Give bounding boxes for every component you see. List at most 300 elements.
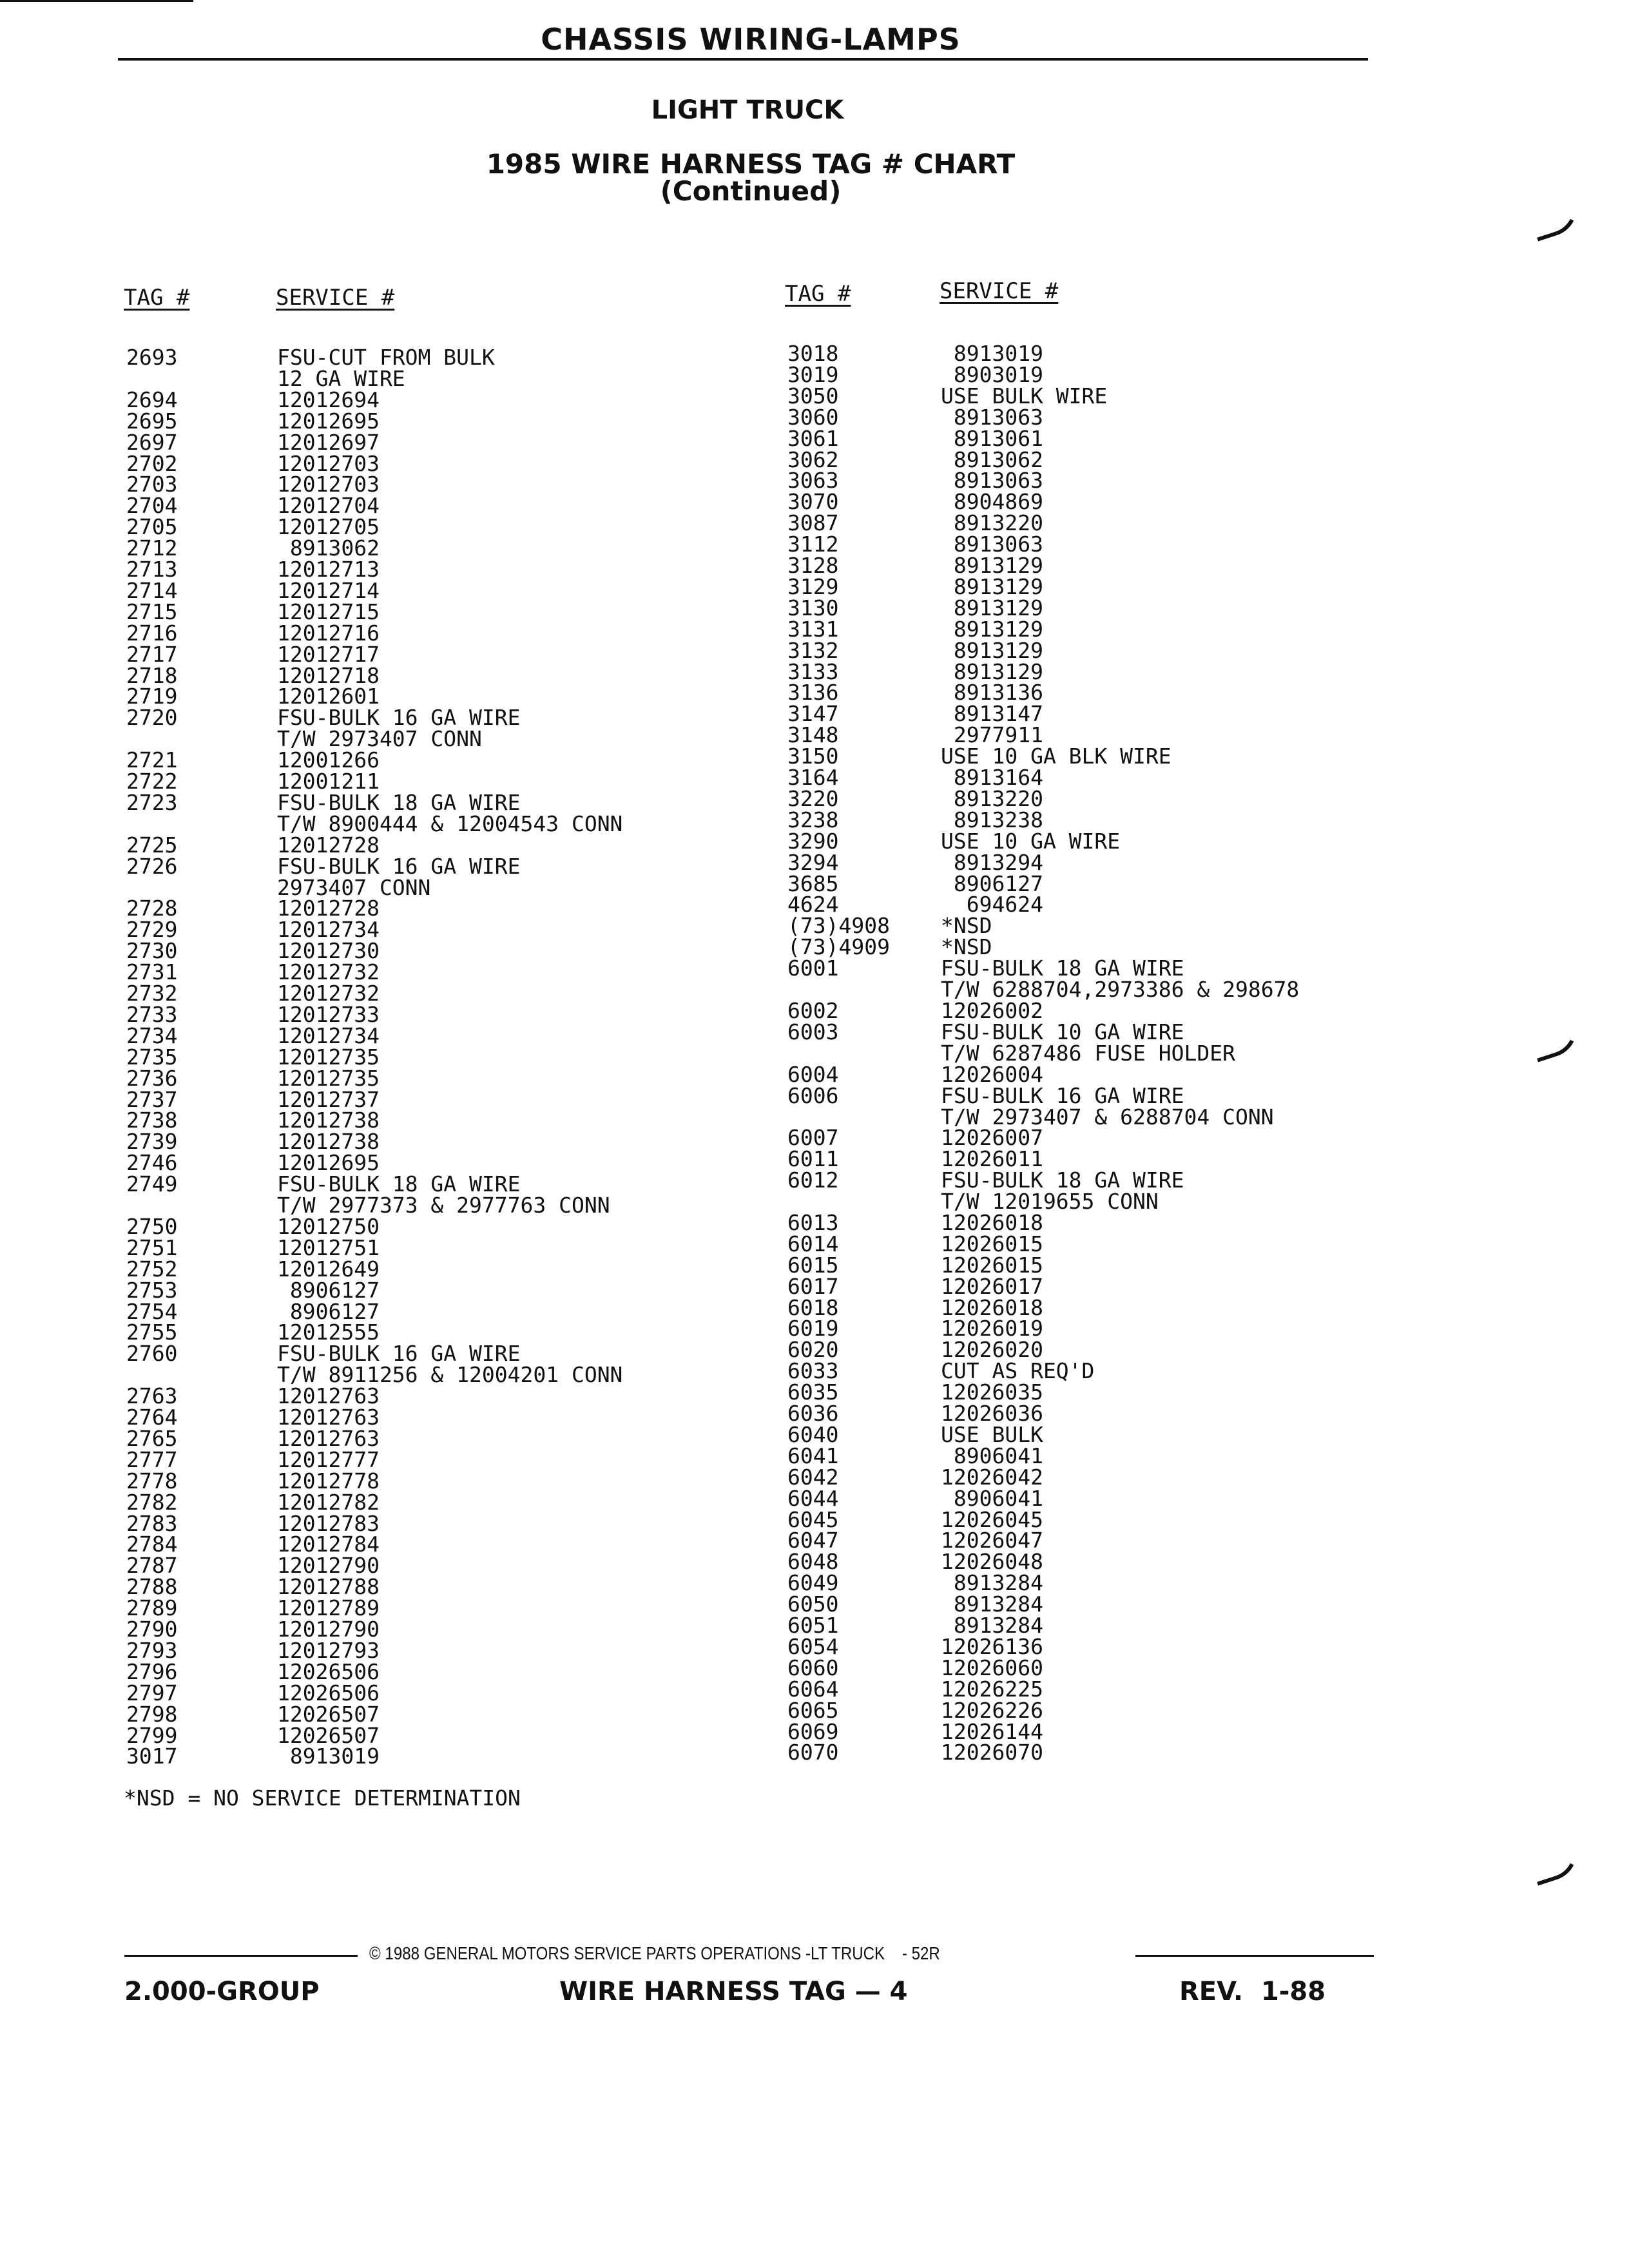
service-number <box>277 1533 380 1555</box>
service-line: 12012784 <box>277 1532 380 1557</box>
service-number <box>277 1025 380 1046</box>
service-line: FSU-BULK 16 GA WIRE <box>277 853 521 879</box>
tag-number: 3132 <box>787 637 839 663</box>
service-line: 12012793 <box>277 1637 380 1663</box>
service-line: 8913129 <box>941 573 1043 599</box>
tag-number: 2702 <box>126 450 178 476</box>
service-number <box>277 389 380 410</box>
tag-number: 6012 <box>787 1168 839 1193</box>
service-line: 12026015 <box>941 1231 1043 1256</box>
service-line: 12012714 <box>277 577 380 603</box>
tag-number: 2796 <box>126 1658 178 1684</box>
service-line: 12012695 <box>277 1150 380 1176</box>
service-line: 12012790 <box>277 1553 380 1579</box>
service-line: 8913147 <box>941 701 1043 727</box>
service-line: 12012788 <box>277 1574 380 1600</box>
tag-number: 6015 <box>787 1252 839 1278</box>
service-line: 12012697 <box>277 429 380 455</box>
service-number <box>941 934 992 960</box>
tag-number: 6033 <box>787 1358 839 1384</box>
tag-number: 2737 <box>126 1086 178 1112</box>
tag-number: 2738 <box>126 1108 178 1133</box>
tag-number: 3061 <box>787 425 839 451</box>
service-line: FSU-BULK 18 GA WIRE <box>941 1168 1184 1193</box>
service-number <box>277 1658 380 1684</box>
service-line: 8913019 <box>277 1744 380 1769</box>
tag-number: 2777 <box>126 1446 178 1472</box>
service-line: 12012789 <box>277 1595 380 1621</box>
tag-number: 2694 <box>126 387 178 412</box>
service-line: 12012728 <box>277 832 380 858</box>
service-number <box>941 1233 1043 1254</box>
tag-number: 3238 <box>787 807 839 832</box>
tag-number: 2783 <box>126 1510 178 1536</box>
service-number <box>277 917 380 943</box>
tag-number: 2784 <box>126 1532 178 1557</box>
service-number <box>941 468 1043 494</box>
service-number <box>941 1168 1184 1215</box>
tag-number: 6018 <box>787 1294 839 1320</box>
tag-number: 2755 <box>126 1320 178 1345</box>
title-rule <box>118 58 1368 61</box>
service-line: 8906041 <box>941 1485 1043 1511</box>
tag-number: 2728 <box>126 896 178 921</box>
service-number <box>277 1086 380 1112</box>
tag-number: 2760 <box>126 1341 178 1367</box>
service-number <box>941 637 1043 663</box>
service-number <box>277 1065 380 1091</box>
service-line: 8913063 <box>941 404 1043 430</box>
service-line: FSU-CUT FROM BULK <box>277 345 495 370</box>
tag-number: 2712 <box>126 535 178 561</box>
tag-number: 2695 <box>126 408 178 434</box>
service-line: 12012730 <box>277 938 380 964</box>
tag-number: 2799 <box>126 1722 178 1748</box>
service-line: 8913220 <box>941 510 1043 536</box>
service-line: 12012738 <box>277 1129 380 1155</box>
tag-number: 2729 <box>126 917 178 943</box>
tag-number: 2693 <box>126 345 178 370</box>
service-line: 12012703 <box>277 450 380 476</box>
service-line: 12012738 <box>277 1108 380 1133</box>
service-number <box>277 1722 380 1748</box>
service-number <box>941 828 1121 854</box>
service-line: 8904869 <box>941 489 1043 515</box>
tag-number: 3220 <box>787 785 839 811</box>
left-service-header: SERVICE # <box>276 285 395 311</box>
tag-number: 2764 <box>126 1405 178 1430</box>
service-number <box>277 1129 380 1155</box>
chart-title: 1985 WIRE HARNESS TAG # CHART <box>486 148 1016 180</box>
service-number <box>277 1470 380 1492</box>
service-line: USE BULK <box>941 1421 1043 1447</box>
service-number <box>941 997 1043 1023</box>
tag-number: 2763 <box>126 1383 178 1409</box>
tag-number: 6047 <box>787 1528 839 1553</box>
tag-number: 2739 <box>126 1129 178 1155</box>
tag-number: 3050 <box>787 383 839 408</box>
service-line: 12026042 <box>941 1464 1043 1490</box>
tag-number: 6054 <box>787 1633 839 1659</box>
service-line: 8913284 <box>941 1591 1043 1617</box>
service-line: 12012751 <box>277 1235 380 1260</box>
service-number <box>941 1061 1043 1087</box>
tag-number: 2704 <box>126 493 178 519</box>
service-line: 12026048 <box>941 1549 1043 1575</box>
service-number <box>277 1341 623 1388</box>
tag-number: 2798 <box>126 1701 178 1727</box>
tag-number: 2726 <box>126 853 178 879</box>
tag-number: 2715 <box>126 599 178 624</box>
tag-number: 2721 <box>126 747 178 773</box>
service-number <box>277 961 380 983</box>
service-line: 8913061 <box>941 425 1043 451</box>
tag-number: 3129 <box>787 573 839 599</box>
service-line: 12012778 <box>277 1468 380 1494</box>
right-service-header: SERVICE # <box>940 278 1059 304</box>
tag-number: 6036 <box>787 1401 839 1426</box>
service-line: 12026226 <box>941 1697 1043 1723</box>
service-number <box>277 1237 380 1258</box>
tag-number: 3685 <box>787 870 839 896</box>
footer-section: WIRE HARNESS TAG — 4 <box>559 1977 908 2006</box>
service-number <box>941 892 1043 918</box>
service-line: 8913294 <box>941 849 1043 875</box>
service-line-continued: T/W 12019655 CONN <box>941 1189 1159 1215</box>
service-line: 12012704 <box>277 493 380 519</box>
tag-number: 2705 <box>126 514 178 540</box>
service-number <box>941 722 1043 748</box>
service-number <box>941 425 1043 451</box>
service-number <box>277 410 380 432</box>
service-line-continued: T/W 2977373 & 2977763 CONN <box>277 1193 610 1218</box>
service-number <box>277 1510 380 1536</box>
service-line: FSU-BULK 16 GA WIRE <box>941 1082 1184 1108</box>
service-number <box>941 489 1043 515</box>
tag-number: 3128 <box>787 553 839 578</box>
service-number <box>941 1549 1043 1575</box>
tag-number: 2697 <box>126 429 178 455</box>
service-number <box>277 559 380 580</box>
service-number <box>277 1213 380 1239</box>
footer-rule-left <box>124 1955 358 1957</box>
tag-number: 6060 <box>787 1655 839 1680</box>
tag-number: 6065 <box>787 1697 839 1723</box>
footnote: *NSD = NO SERVICE DETERMINATION <box>124 1785 521 1811</box>
service-number <box>277 1277 380 1303</box>
tag-number: 6051 <box>787 1613 839 1638</box>
service-number <box>277 1597 380 1619</box>
service-line: 12012601 <box>277 684 380 709</box>
service-line: FSU-BULK 18 GA WIRE <box>277 789 521 815</box>
service-line: 12012713 <box>277 557 380 582</box>
footer-group: 2.000-GROUP <box>124 1977 320 2006</box>
tag-number: 2753 <box>126 1277 178 1303</box>
service-number <box>941 1421 1043 1447</box>
tag-number: 2703 <box>126 472 178 497</box>
service-number <box>941 1021 1235 1064</box>
tag-number: 2750 <box>126 1213 178 1239</box>
tag-number: 3017 <box>126 1744 178 1769</box>
chart-subtitle: (Continued) <box>660 175 842 207</box>
tag-number: 3070 <box>787 489 839 515</box>
tag-number: 3290 <box>787 828 839 854</box>
service-line: 12026011 <box>941 1146 1043 1172</box>
tag-number: 2787 <box>126 1553 178 1579</box>
service-line: 12012783 <box>277 1510 380 1536</box>
service-number <box>941 1570 1043 1596</box>
service-line: 2977911 <box>941 722 1043 748</box>
tag-number: 2778 <box>126 1468 178 1494</box>
tag-number: 2716 <box>126 620 178 646</box>
service-number <box>277 641 380 667</box>
binder-mark-bottom <box>1529 1842 1585 1885</box>
service-number <box>941 1209 1043 1235</box>
tag-number: 2749 <box>126 1171 178 1197</box>
service-number <box>941 510 1043 536</box>
tag-number: (73)4908 <box>787 913 890 939</box>
service-number <box>277 1682 380 1704</box>
service-line: 12012728 <box>277 896 380 921</box>
service-line: 12026002 <box>941 997 1043 1023</box>
service-number <box>941 385 1107 407</box>
service-number <box>277 429 380 455</box>
tag-number: 6011 <box>787 1146 839 1172</box>
service-line-continued: 2973407 CONN <box>277 874 431 900</box>
tag-number: 2717 <box>126 641 178 667</box>
service-number <box>941 1337 1043 1363</box>
service-line: 8913062 <box>277 535 380 561</box>
service-line: 8906127 <box>277 1277 380 1303</box>
tag-number: 2733 <box>126 1001 178 1027</box>
service-number <box>941 1381 1043 1403</box>
service-number <box>941 767 1043 788</box>
service-number <box>277 1321 380 1343</box>
service-line: 12012790 <box>277 1617 380 1642</box>
tag-number: 6041 <box>787 1443 839 1468</box>
service-number <box>277 1701 380 1727</box>
service-number <box>941 1633 1043 1659</box>
service-number <box>941 1593 1043 1615</box>
service-number <box>277 1637 380 1663</box>
service-line: 12026506 <box>277 1680 380 1706</box>
service-line: 8913136 <box>941 680 1043 706</box>
tag-number: 6069 <box>787 1718 839 1744</box>
service-line: 8913019 <box>941 341 1043 366</box>
service-line: 12012737 <box>277 1086 380 1112</box>
top-left-rule <box>0 0 193 2</box>
service-line: 12012716 <box>277 620 380 646</box>
service-number <box>941 870 1043 896</box>
service-line: 12012734 <box>277 1023 380 1048</box>
service-line: USE 10 GA WIRE <box>941 828 1121 854</box>
service-line: 12012694 <box>277 387 380 412</box>
service-line: 12026036 <box>941 1401 1043 1426</box>
left-tag-header: TAG # <box>124 285 190 311</box>
service-line: 8906127 <box>941 870 1043 896</box>
tag-number: 6042 <box>787 1464 839 1490</box>
service-number <box>941 1718 1043 1744</box>
service-line: 8913062 <box>941 447 1043 472</box>
service-number <box>277 1150 380 1176</box>
tag-number: 6035 <box>787 1379 839 1405</box>
tag-number: 6017 <box>787 1273 839 1299</box>
tag-number: 2732 <box>126 981 178 1006</box>
service-number <box>941 1657 1043 1678</box>
service-line: 12012555 <box>277 1320 380 1345</box>
tag-number: 6045 <box>787 1506 839 1532</box>
service-line: 8913284 <box>941 1613 1043 1638</box>
service-line: 12012733 <box>277 1001 380 1027</box>
service-line: 8913220 <box>941 785 1043 811</box>
service-line: 8913129 <box>941 658 1043 684</box>
service-line: USE 10 GA BLK WIRE <box>941 744 1171 769</box>
service-number <box>941 1254 1043 1276</box>
service-number <box>941 658 1043 684</box>
service-line: 8913063 <box>941 468 1043 494</box>
tag-number: 2713 <box>126 557 178 582</box>
footer-copyright: © 1988 GENERAL MOTORS SERVICE PARTS OPERATIONS -LT TRUCK - 52R <box>369 1943 940 1963</box>
service-line: 12026507 <box>277 1722 380 1748</box>
tag-number: 6013 <box>787 1209 839 1235</box>
service-number <box>277 1446 380 1472</box>
tag-number: 3018 <box>787 341 839 366</box>
service-line: 12026506 <box>277 1658 380 1684</box>
tag-number: 3147 <box>787 701 839 727</box>
tag-number: 2719 <box>126 684 178 709</box>
service-line: 12026018 <box>941 1294 1043 1320</box>
footer-rule-right <box>1135 1955 1374 1957</box>
tag-number: 6007 <box>787 1125 839 1151</box>
service-number <box>941 1678 1043 1700</box>
tag-number: 2765 <box>126 1425 178 1451</box>
service-line-continued: T/W 8911256 & 12004201 CONN <box>277 1362 623 1388</box>
tag-number: 3131 <box>787 616 839 642</box>
tag-number: 3133 <box>787 658 839 684</box>
tag-number: 3130 <box>787 595 839 620</box>
service-line: 12026225 <box>941 1676 1043 1702</box>
service-line: 12026136 <box>941 1633 1043 1659</box>
service-number <box>941 701 1043 727</box>
tag-number: 6048 <box>787 1549 839 1575</box>
tag-number: 3112 <box>787 532 839 557</box>
service-line: 12012705 <box>277 514 380 540</box>
tag-number: 2720 <box>126 705 178 731</box>
tag-number: 2735 <box>126 1044 178 1070</box>
service-line: 12026144 <box>941 1718 1043 1744</box>
service-line: 12026507 <box>277 1701 380 1727</box>
service-line: *NSD <box>941 913 992 939</box>
service-number <box>277 1173 610 1216</box>
service-number <box>941 1294 1043 1320</box>
service-line: 12012703 <box>277 472 380 497</box>
service-line-continued: T/W 6288704,2973386 & 298678 <box>941 977 1300 1003</box>
service-number <box>941 745 1171 767</box>
tag-number: 2714 <box>126 577 178 603</box>
tag-number: 2751 <box>126 1235 178 1260</box>
service-number <box>277 450 380 476</box>
service-line: 8913164 <box>941 765 1043 790</box>
service-number <box>277 577 380 603</box>
service-line: 12012695 <box>277 408 380 434</box>
service-number <box>941 1615 1043 1636</box>
service-number <box>941 1742 1043 1763</box>
tag-number: 2736 <box>126 1065 178 1091</box>
service-line: FSU-BULK 16 GA WIRE <box>277 1341 521 1367</box>
tag-number: 2782 <box>126 1489 178 1515</box>
service-number <box>941 1506 1043 1532</box>
service-line: 12026035 <box>941 1379 1043 1405</box>
service-line: 12012717 <box>277 641 380 667</box>
service-number <box>277 1046 380 1068</box>
tag-number: 6014 <box>787 1231 839 1256</box>
binder-mark-top <box>1529 198 1585 241</box>
tag-number: 6040 <box>787 1421 839 1447</box>
service-number <box>941 449 1043 470</box>
service-line-continued: T/W 8900444 & 12004543 CONN <box>277 811 623 836</box>
service-line: 12012777 <box>277 1446 380 1472</box>
service-line: 12026070 <box>941 1740 1043 1765</box>
service-line: 12026018 <box>941 1209 1043 1235</box>
service-number <box>941 616 1043 642</box>
service-line-continued: T/W 2973407 CONN <box>277 726 482 752</box>
tag-number: 6002 <box>787 997 839 1023</box>
tag-number: 3136 <box>787 680 839 706</box>
tag-number: 4624 <box>787 892 839 918</box>
service-number <box>277 1001 380 1027</box>
service-number <box>277 938 380 964</box>
tag-number: 2752 <box>126 1256 178 1282</box>
tag-number: 6003 <box>787 1019 839 1044</box>
service-line: 12026020 <box>941 1337 1043 1363</box>
page-title: CHASSIS WIRING-LAMPS <box>541 22 961 57</box>
service-number <box>941 1082 1274 1129</box>
service-number <box>277 1385 380 1407</box>
binder-mark-middle <box>1529 1019 1585 1062</box>
service-line: 12012735 <box>277 1044 380 1070</box>
service-number <box>941 1466 1043 1488</box>
tag-number: 2793 <box>126 1637 178 1663</box>
service-number <box>277 662 380 688</box>
service-line: 8913129 <box>941 553 1043 578</box>
service-number <box>277 1407 380 1428</box>
service-line: 12026007 <box>941 1125 1043 1151</box>
service-number <box>277 1425 380 1451</box>
tag-number: 2730 <box>126 938 178 964</box>
service-number <box>277 1258 380 1280</box>
service-number <box>941 1485 1043 1511</box>
tag-number: 2797 <box>126 1680 178 1706</box>
service-number <box>277 1619 380 1640</box>
tag-number: 3164 <box>787 765 839 790</box>
service-line: 8913284 <box>941 1570 1043 1596</box>
service-number <box>941 1445 1043 1466</box>
service-line: 12012763 <box>277 1425 380 1451</box>
right-tag-header: TAG # <box>785 281 851 307</box>
tag-number: 3063 <box>787 468 839 494</box>
service-number <box>941 1273 1043 1299</box>
service-number <box>941 555 1043 576</box>
service-number <box>941 573 1043 599</box>
tag-number: 2718 <box>126 662 178 688</box>
tag-number: 2723 <box>126 789 178 815</box>
tag-number: 2788 <box>126 1574 178 1600</box>
service-number <box>941 361 1043 387</box>
footer-revision: REV. 1-88 <box>1179 1977 1326 2006</box>
service-line: 8913129 <box>941 616 1043 642</box>
service-number <box>277 705 521 752</box>
service-line: 12012750 <box>277 1213 380 1239</box>
